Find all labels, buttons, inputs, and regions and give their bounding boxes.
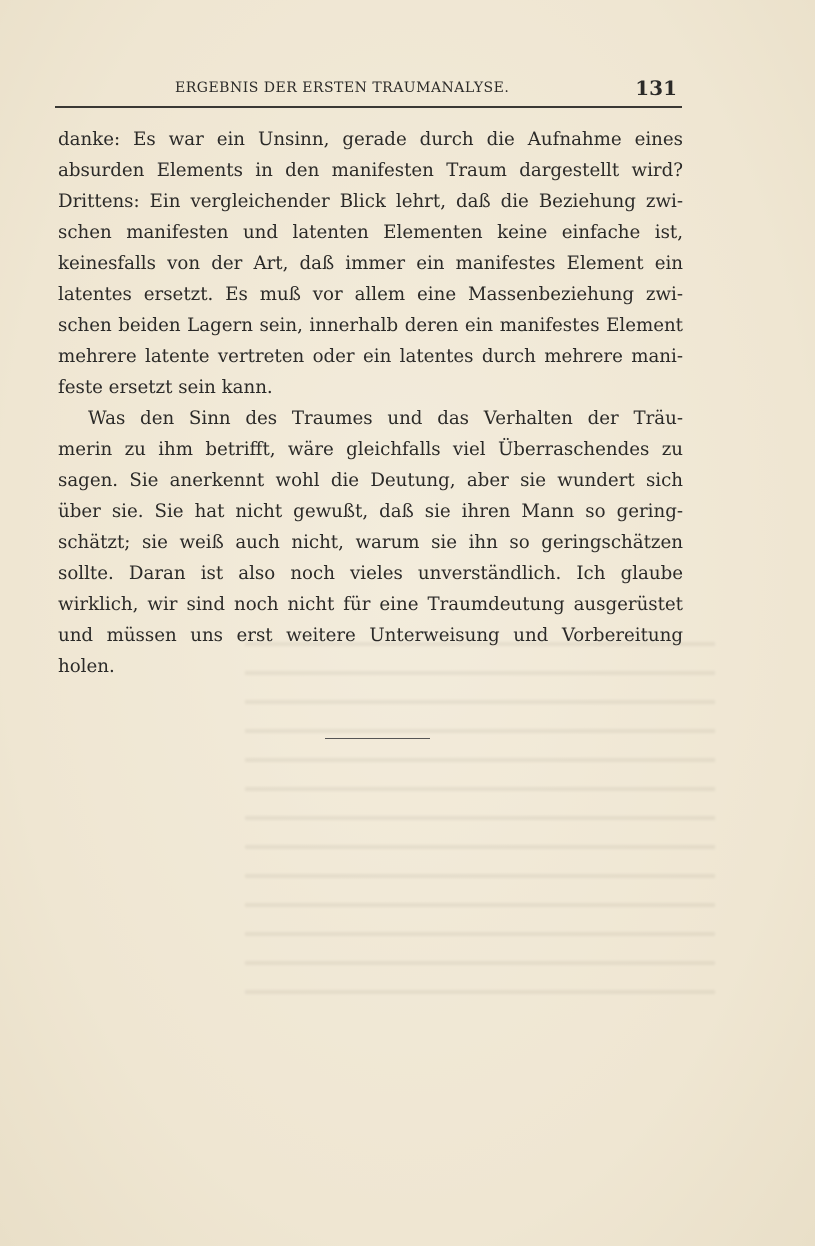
text-line: absurden Elements in den manifesten Traum dargestellt wird? <box>58 160 683 181</box>
show-through-text <box>245 628 715 1008</box>
text-line: schätzt; sie weiß auch nicht, warum sie ihn so geringschätzen <box>58 532 683 553</box>
text-line: merin zu ihm betrifft, wäre gleichfalls viel Überraschendes zu <box>58 439 683 460</box>
text-line: schen beiden Lagern sein, innerhalb deren ein manifestes Element <box>58 315 683 336</box>
text-line: keinesfalls von der Art, daß immer ein manifestes Element ein <box>58 253 683 274</box>
text-line: Was den Sinn des Traumes und das Verhalten der Träu- <box>88 408 683 429</box>
section-end-rule <box>325 738 430 739</box>
text-line: danke: Es war ein Unsinn, gerade durch die Aufnahme eines <box>58 129 683 150</box>
running-head <box>55 76 685 106</box>
text-line: Drittens: Ein vergleichender Blick lehrt, daß die Beziehung zwi- <box>58 191 683 212</box>
text-line: schen manifesten und latenten Elementen keine einfache ist, <box>58 222 683 243</box>
text-line: wirklich, wir sind noch nicht für eine Traumdeutung ausgerüstet <box>58 594 683 615</box>
running-title: ERGEBNIS DER ERSTEN TRAUMANALYSE. <box>175 80 510 96</box>
header-rule <box>55 106 682 108</box>
text-line: holen. <box>58 656 115 677</box>
page-number: 131 <box>635 76 677 100</box>
text-line: sagen. Sie anerkennt wohl die Deutung, aber sie wundert sich <box>58 470 683 491</box>
text-line: und müssen uns erst weitere Unterweisung und Vorbereitung <box>58 625 683 646</box>
text-line: feste ersetzt sein kann. <box>58 377 273 398</box>
text-line: über sie. Sie hat nicht gewußt, daß sie ihren Mann so gering- <box>58 501 683 522</box>
text-line: latentes ersetzt. Es muß vor allem eine Massenbeziehung zwi- <box>58 284 683 305</box>
body-text <box>58 124 683 682</box>
text-line: sollte. Daran ist also noch vieles unverständlich. Ich glaube <box>58 563 683 584</box>
text-line: mehrere latente vertreten oder ein latentes durch mehrere mani- <box>58 346 683 367</box>
